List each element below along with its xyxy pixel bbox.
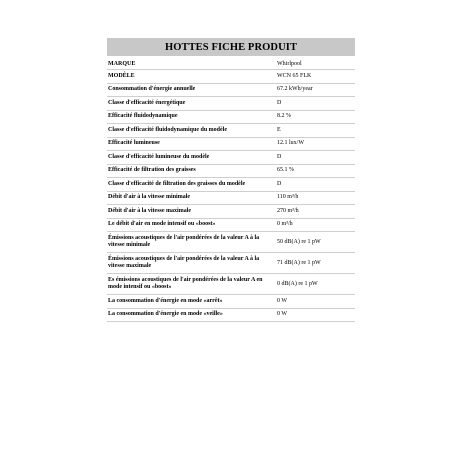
table-row xyxy=(107,218,355,232)
row-value: 0 m³/h xyxy=(275,218,355,232)
table-row xyxy=(107,124,355,138)
table-row xyxy=(107,205,355,219)
row-value: 12.1 lux/W xyxy=(275,137,355,151)
row-label: Classe d'efficacité de filtration des graisses du modèle xyxy=(107,178,275,192)
table-row xyxy=(107,70,355,84)
row-value: 50 dB(A) re 1 pW xyxy=(275,232,355,253)
row-value-model: WCN 65 FLK xyxy=(275,70,355,84)
row-label-model: MODÈLE xyxy=(107,70,275,84)
row-value: 110 m³/h xyxy=(275,191,355,205)
row-label-brand: MARQUE xyxy=(107,59,275,70)
row-label: Débit d'air à la vitesse minimale xyxy=(107,191,275,205)
row-value-brand: Whirlpool xyxy=(275,59,355,70)
table-row xyxy=(107,295,355,309)
row-label: Consommation d'énergie annuelle xyxy=(107,83,275,97)
row-label: Classe d'efficacité énergétique xyxy=(107,97,275,111)
table-row xyxy=(107,59,355,70)
row-value: 0 W xyxy=(275,308,355,322)
spec-table xyxy=(107,59,355,322)
row-label: Classe d'efficacité fluidodynamique du modèle xyxy=(107,124,275,138)
row-value: D xyxy=(275,151,355,165)
row-value: 65.1 % xyxy=(275,164,355,178)
row-value: 0 dB(A) re 1 pW xyxy=(275,274,355,295)
table-row xyxy=(107,164,355,178)
row-value: 71 dB(A) re 1 pW xyxy=(275,253,355,274)
table-row xyxy=(107,151,355,165)
row-value: 270 m³/h xyxy=(275,205,355,219)
row-label: Débit d'air à la vitesse maximale xyxy=(107,205,275,219)
table-row xyxy=(107,97,355,111)
sheet-title: HOTTES FICHE PRODUIT xyxy=(107,38,355,56)
row-label: Classe d'efficacité lumineuse du modèle xyxy=(107,151,275,165)
row-label: Émissions acoustiques de l'air pondérées de la valeur A à la vitesse maximale xyxy=(107,253,275,274)
row-value: D xyxy=(275,97,355,111)
row-label: Émissions acoustiques de l'air pondérées de la valeur A à la vitesse minimale xyxy=(107,232,275,253)
table-row xyxy=(107,178,355,192)
row-value: 67.2 kWh/year xyxy=(275,83,355,97)
table-row xyxy=(107,308,355,322)
product-sheet xyxy=(107,38,355,322)
row-value: E xyxy=(275,124,355,138)
row-label: La consommation d'énergie en mode «arrêt» xyxy=(107,295,275,309)
table-row xyxy=(107,83,355,97)
row-value: 0 W xyxy=(275,295,355,309)
row-label: Efficacité lumineuse xyxy=(107,137,275,151)
row-value: D xyxy=(275,178,355,192)
row-label: Es émissions acoustiques de l'air pondérées de la valeur A en mode intensif ou «boost» xyxy=(107,274,275,295)
row-label: La consommation d'énergie en mode «veille» xyxy=(107,308,275,322)
table-row xyxy=(107,253,355,274)
row-label: Efficacité fluidodynamique xyxy=(107,110,275,124)
row-label: Le débit d'air en mode intensif ou «boost» xyxy=(107,218,275,232)
table-row xyxy=(107,110,355,124)
table-row xyxy=(107,191,355,205)
table-row xyxy=(107,274,355,295)
row-label: Efficacité de filtration des graisses xyxy=(107,164,275,178)
row-value: 8.2 % xyxy=(275,110,355,124)
table-row xyxy=(107,232,355,253)
table-row xyxy=(107,137,355,151)
